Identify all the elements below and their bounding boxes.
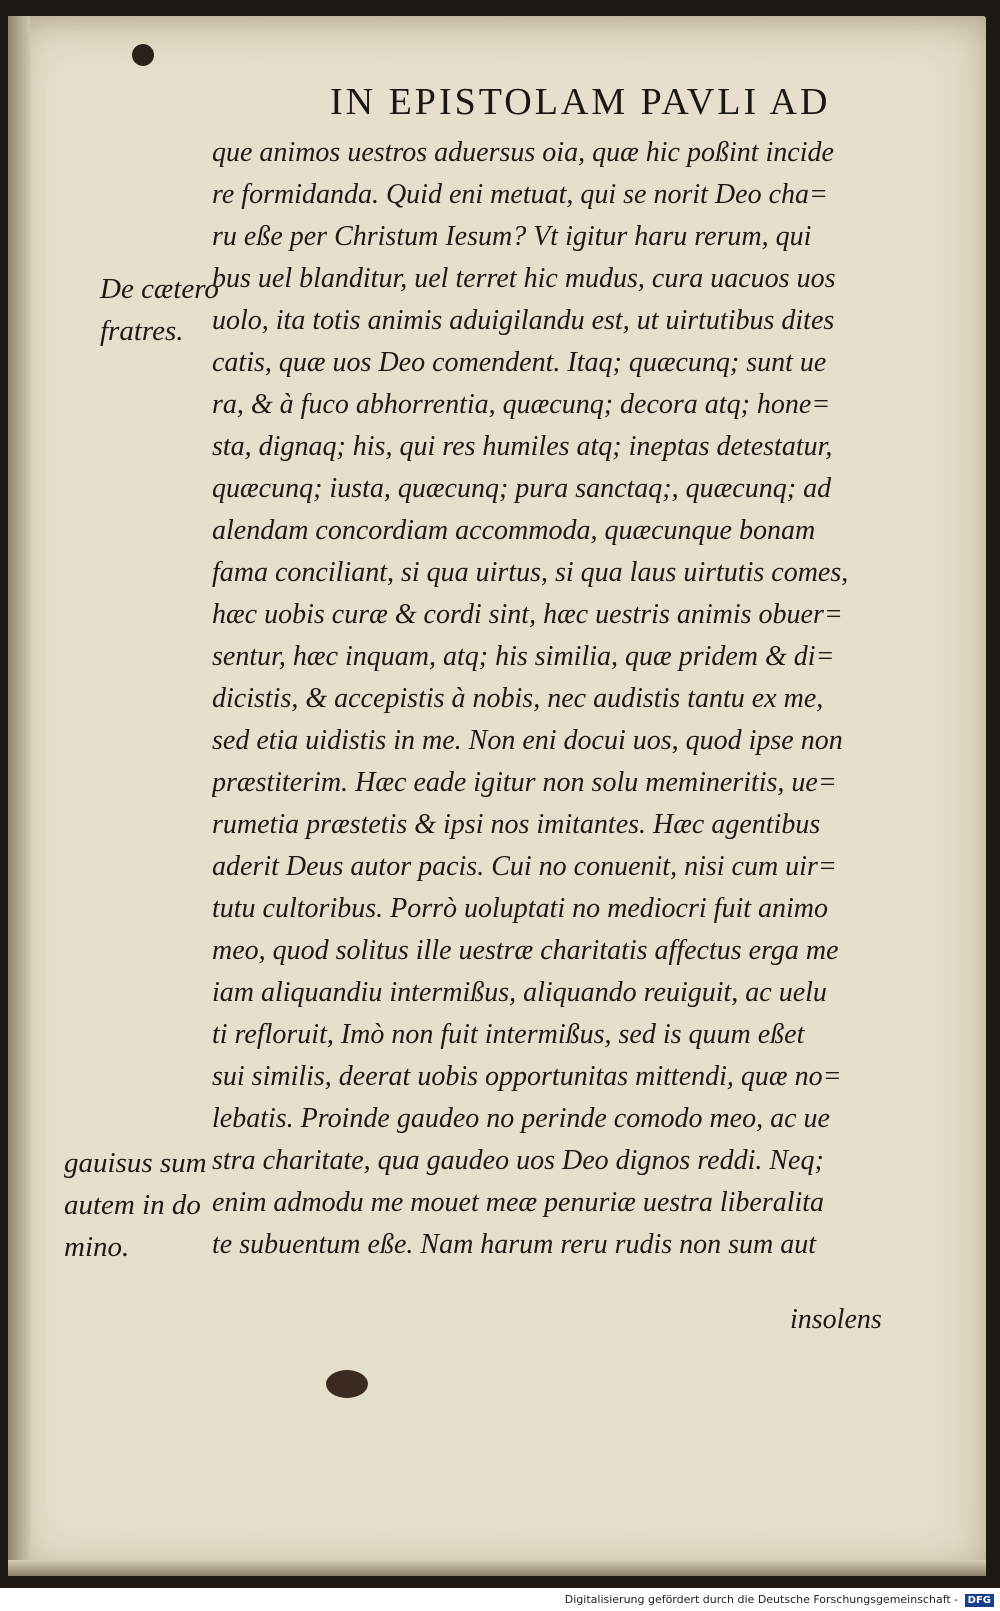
text-line: te subuentum eße. Nam harum reru rudis non sum aut bbox=[212, 1229, 817, 1260]
text-line: meo, quod solitus ille uestræ charitatis affectus erga me bbox=[212, 935, 839, 966]
text-line: dicistis, & accepistis à nobis, nec audistis tantu ex me, bbox=[212, 683, 824, 714]
margin-note-line: mino. bbox=[64, 1231, 130, 1263]
margin-note-line: fratres. bbox=[100, 315, 184, 347]
margin-note-line: De cætero bbox=[100, 273, 219, 305]
text-line: lebatis. Proinde gaudeo no perinde comodo meo, ac ue bbox=[212, 1103, 830, 1134]
text-line: tutu cultoribus. Porrò uoluptati no mediocri fuit animo bbox=[212, 893, 828, 924]
text-line: ru eße per Christum Iesum? Vt igitur haru rerum, qui bbox=[212, 221, 812, 252]
text-line: re formidanda. Quid eni metuat, qui se norit Deo cha= bbox=[212, 179, 828, 210]
ink-blot bbox=[132, 44, 154, 66]
digitization-credit bbox=[0, 1590, 994, 1610]
margin-note-line: autem in do bbox=[64, 1189, 201, 1221]
text-line: stra charitate, qua gaudeo uos Deo dignos reddi. Neq; bbox=[212, 1145, 824, 1176]
margin-note-line: gauisus sum bbox=[64, 1147, 207, 1179]
text-line: rumetia præstetis & ipsi nos imitantes. Hæc agentibus bbox=[212, 809, 821, 840]
text-line: enim admodu me mouet meæ penuriæ uestra liberalita bbox=[212, 1187, 825, 1218]
dfg-logo: DFG bbox=[965, 1594, 994, 1607]
text-line: sta, dignaq; his, qui res humiles atq; ineptas detestatur, bbox=[212, 431, 833, 462]
text-line: sed etia uidistis in me. Non eni docui uos, quod ipse non bbox=[212, 725, 843, 756]
text-line: ti refloruit, Imò non fuit intermißus, sed is quum eßet bbox=[212, 1019, 805, 1050]
margin-note bbox=[100, 268, 240, 352]
text-line: hæc uobis curæ & cordi sint, hæc uestris animis obuer= bbox=[212, 599, 843, 630]
text-line: bus uel blanditur, uel terret hic mudus, cura uacuos uos bbox=[212, 263, 836, 294]
text-line: uolo, ita totis animis aduigilandu est, ut uirtutibus dites bbox=[212, 305, 835, 336]
body-text bbox=[212, 132, 942, 1266]
credit-text: Digitalisierung gefördert durch die Deutsche Forschungsgemeinschaft - bbox=[564, 1593, 959, 1606]
text-line: quæcunq; iusta, quæcunq; pura sanctaq;, quæcunq; ad bbox=[212, 473, 832, 504]
text-line: fama conciliant, si qua uirtus, si qua laus uirtutis comes, bbox=[212, 557, 849, 588]
ink-blot bbox=[326, 1370, 368, 1398]
text-line: catis, quæ uos Deo comendent. Itaq; quæcunq; sunt ue bbox=[212, 347, 827, 378]
text-line: ra, & à fuco abhorrentia, quæcunq; decora atq; hone= bbox=[212, 389, 831, 420]
text-line: aderit Deus autor pacis. Cui no conuenit, nisi cum uir= bbox=[212, 851, 837, 882]
text-line: præstiterim. Hæc eade igitur non solu memineritis, ue= bbox=[212, 767, 837, 798]
text-line: que animos uestros aduersus oia, quæ hic poßint incide bbox=[212, 137, 834, 168]
text-line: sentur, hæc inquam, atq; his similia, quæ pridem & di= bbox=[212, 641, 835, 672]
margin-note bbox=[64, 1142, 214, 1268]
running-head: IN EPISTOLAM PAVLI AD bbox=[330, 81, 831, 123]
catchword: insolens bbox=[790, 1304, 882, 1335]
page-bottom-edge bbox=[8, 1560, 986, 1576]
text-line: alendam concordiam accommoda, quæcunque bonam bbox=[212, 515, 816, 546]
page-gutter-shadow bbox=[8, 16, 30, 1576]
text-line: sui similis, deerat uobis opportunitas mittendi, quæ no= bbox=[212, 1061, 842, 1092]
text-line: iam aliquandiu intermißus, aliquando reuiguit, ac uelu bbox=[212, 977, 827, 1008]
